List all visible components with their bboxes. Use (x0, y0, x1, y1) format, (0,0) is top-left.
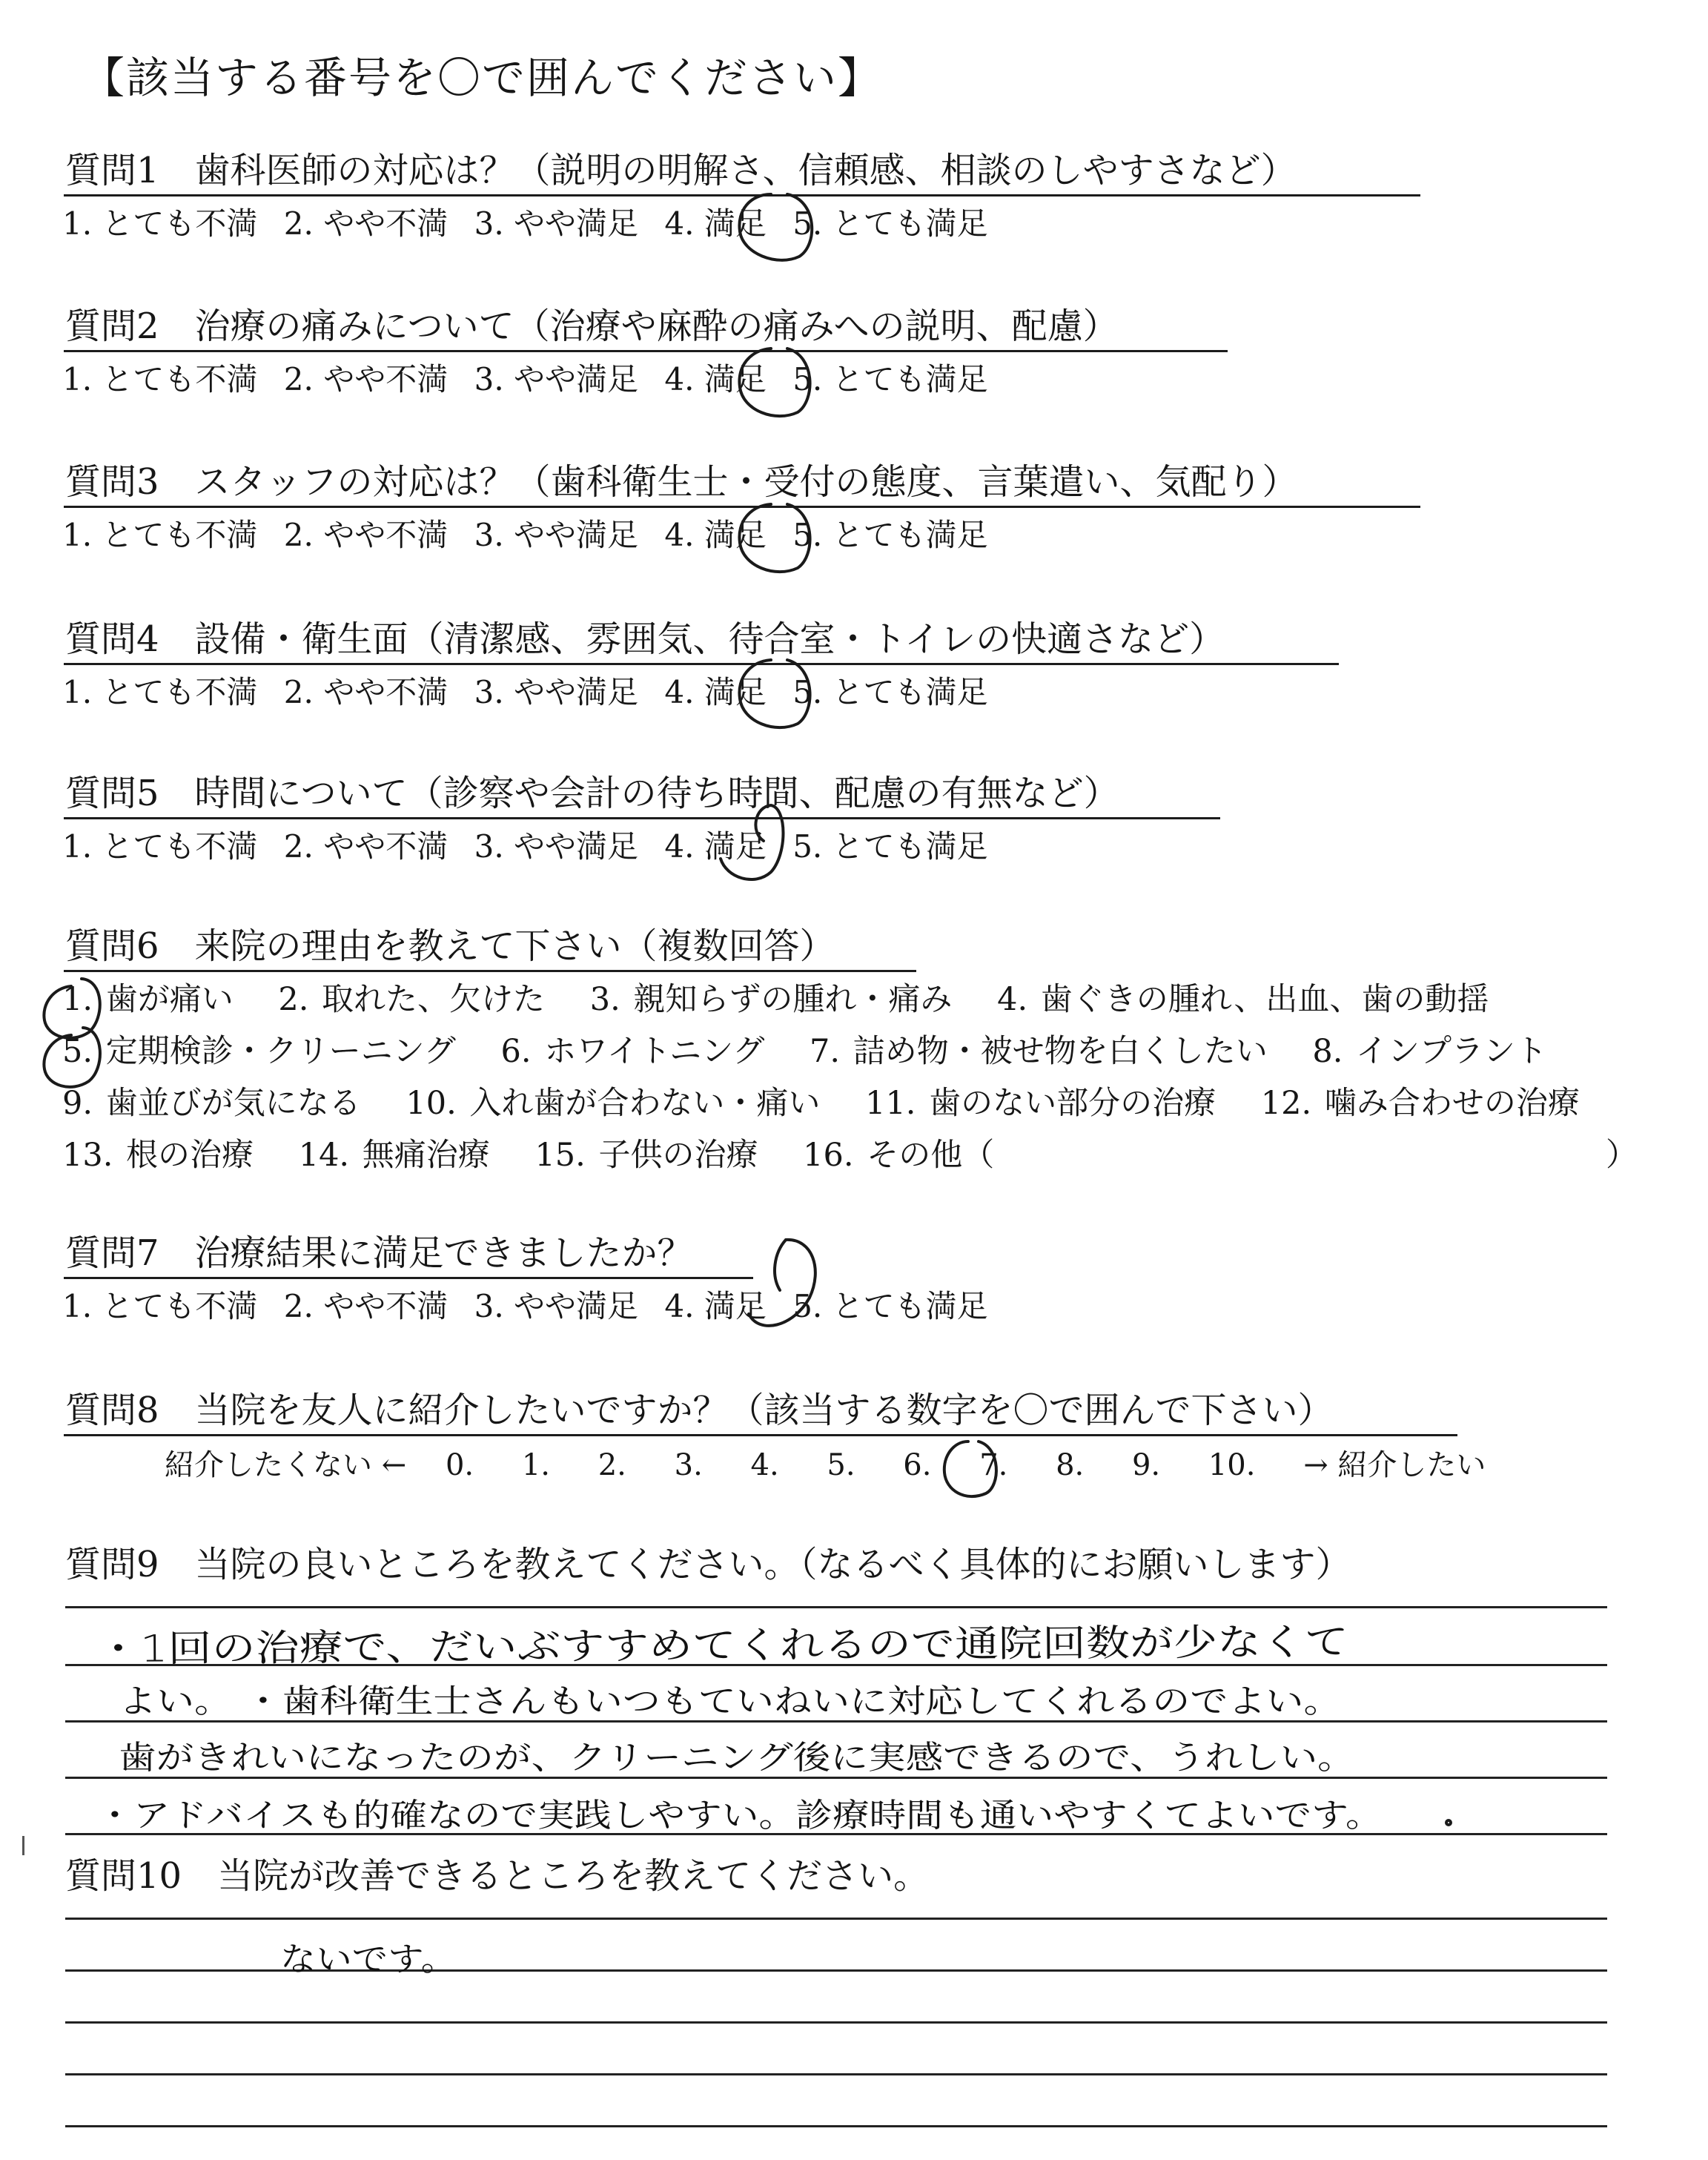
q5-option-2[interactable]: 2. やや不満 (283, 828, 448, 865)
q7-option-3[interactable]: 3. やや満足 (474, 1288, 639, 1324)
q9-ink-dot (1446, 1820, 1451, 1825)
q8-value-0[interactable]: 0. (445, 1448, 474, 1482)
q4-option-3[interactable]: 3. やや満足 (474, 674, 639, 710)
q3-option-2[interactable]: 2. やや不満 (283, 517, 448, 553)
q1-option-3[interactable]: 3. やや満足 (474, 205, 639, 242)
q6-row-3[interactable]: 9. 歯並びが気になる 10. 入れ歯が合わない・痛い 11. 歯のない部分の治療 12. 噛み合わせの治療 (62, 1085, 1580, 1122)
q7-title: 質問7 治療結果に満足できましたか？ (65, 1232, 693, 1274)
q8-value-3[interactable]: 3. (674, 1448, 703, 1482)
q2-option-2[interactable]: 2. やや不満 (283, 361, 448, 397)
q9-answer-line-1 (65, 1606, 1607, 1608)
q8-value-5[interactable]: 5. (827, 1448, 855, 1482)
q8-value-7[interactable]: 7. (979, 1448, 1008, 1482)
q5-underline (64, 817, 1220, 819)
q4-options (62, 673, 1004, 712)
q3-option-4[interactable]: 4. 満足 (664, 517, 767, 553)
q8-value-9[interactable]: 9. (1131, 1448, 1161, 1482)
q8-value-4[interactable]: 4. (750, 1448, 779, 1482)
q4-option-1[interactable]: 1. とても不満 (62, 674, 258, 710)
q10-answer-line-4 (65, 2073, 1607, 2075)
q1-option-1[interactable]: 1. とても不満 (62, 205, 258, 242)
q5-options (62, 828, 1004, 866)
q5-option-5[interactable]: 5. とても満足 (792, 828, 988, 865)
q9-handwritten-line-4: ・アドバイスも的確なので実践しやすい。診療時間も通いやすくてよいです。 (96, 1797, 1383, 1834)
q8-title: 質問8 当院を友人に紹介したいですか？（該当する数字を〇で囲んで下さい） (65, 1390, 1334, 1431)
q2-option-3[interactable]: 3. やや満足 (474, 361, 639, 397)
margin-mark (22, 1836, 24, 1855)
q5-title: 質問5 時間について（診察や会計の待ち時間、配慮の有無など） (65, 773, 1119, 814)
q4-option-4[interactable]: 4. 満足 (664, 674, 767, 710)
q4-underline (64, 663, 1339, 665)
q6-row-2[interactable]: 5. 定期検診・クリーニング 6. ホワイトニング 7. 詰め物・被せ物を白くしたい 8. インプラント (62, 1033, 1548, 1070)
q10-answer-line-5 (65, 2125, 1607, 2127)
q5-option-3[interactable]: 3. やや満足 (474, 828, 639, 865)
q10-handwritten-line-1: ないです。 (280, 1941, 457, 1978)
q7-underline (64, 1277, 753, 1279)
q1-underline (64, 194, 1420, 196)
q3-option-3[interactable]: 3. やや満足 (474, 517, 639, 553)
q4-option-2[interactable]: 2. やや不満 (283, 674, 448, 710)
q8-underline (64, 1434, 1457, 1436)
q2-title: 質問2 治療の痛みについて（治療や麻酔の痛みへの説明、配慮） (65, 305, 1119, 347)
q3-underline (64, 506, 1420, 508)
q8-scale (165, 1446, 1486, 1484)
q7-options (62, 1287, 1004, 1326)
q2-option-4[interactable]: 4. 満足 (664, 361, 767, 397)
q3-option-5[interactable]: 5. とても満足 (792, 517, 988, 553)
q8-right-label: → 紹介したい (1303, 1448, 1486, 1482)
q2-option-1[interactable]: 1. とても不満 (62, 361, 258, 397)
q3-options (62, 516, 1004, 555)
q1-option-4[interactable]: 4. 満足 (664, 205, 767, 242)
q9-title: 質問9 当院の良いところを教えてください。（なるべく具体的にお願いします） (65, 1544, 1351, 1585)
q7-option-4[interactable]: 4. 満足 (664, 1288, 767, 1324)
q1-option-5[interactable]: 5. とても満足 (792, 205, 988, 242)
page-title: 【該当する番号を〇で囲んでください】 (82, 53, 883, 103)
q10-title: 質問10 当院が改善できるところを教えてください。 (65, 1855, 930, 1897)
q1-options (62, 205, 1004, 243)
q4-option-5[interactable]: 5. とても満足 (792, 674, 988, 710)
q5-option-1[interactable]: 1. とても不満 (62, 828, 258, 865)
q6-row-1[interactable]: 1. 歯が痛い 2. 取れた、欠けた 3. 親知らずの腫れ・痛み 4. 歯ぐきの腫れ、出血、歯の動揺 (62, 981, 1489, 1018)
q5-option-4[interactable]: 4. 満足 (664, 828, 767, 865)
q9-handwritten-line-2: よい。 ・歯科衛生士さんもいつもていねいに対応してくれるのでよい。 (119, 1682, 1342, 1720)
q10-answer-line-3 (65, 2021, 1607, 2024)
q8-left-label: 紹介したくない ← (165, 1448, 407, 1482)
q9-handwritten-line-3: 歯がきれいになったのが、クリーニング後に実感できるので、うれしい。 (119, 1739, 1355, 1777)
q2-options (62, 360, 1004, 399)
q7-option-5[interactable]: 5. とても満足 (792, 1288, 988, 1324)
q6-underline (64, 970, 916, 972)
q8-value-1[interactable]: 1. (521, 1448, 551, 1482)
q10-answer-line-1 (65, 1918, 1607, 1920)
q2-underline (64, 350, 1228, 352)
q3-option-1[interactable]: 1. とても不満 (62, 517, 258, 553)
q8-value-6[interactable]: 6. (903, 1448, 932, 1482)
q8-value-2[interactable]: 2. (598, 1448, 626, 1482)
q7-option-1[interactable]: 1. とても不満 (62, 1288, 258, 1324)
q2-option-5[interactable]: 5. とても満足 (792, 361, 988, 397)
q4-title: 質問4 設備・衛生面（清潔感、雰囲気、待合室・トイレの快適さなど） (65, 618, 1225, 660)
q8-value-10[interactable]: 10. (1208, 1448, 1256, 1482)
q3-title: 質問3 スタッフの対応は？（歯科衛生士・受付の態度、言葉遣い、気配り） (65, 461, 1298, 503)
q1-title: 質問1 歯科医師の対応は？（説明の明解さ、信頼感、相談のしやすさなど） (65, 150, 1297, 191)
q9-handwritten-line-1: ・1回の治療で、だいぶすすめてくれるので通院回数が少なくて (96, 1620, 1349, 1671)
q6-row-4[interactable]: 13. 根の治療 14. 無痛治療 15. 子供の治療 16. その他（ (62, 1137, 995, 1174)
q1-option-2[interactable]: 2. やや不満 (283, 205, 448, 242)
q6-title: 質問6 来院の理由を教えて下さい（複数回答） (65, 925, 835, 967)
q8-value-8[interactable]: 8. (1056, 1448, 1085, 1482)
q7-option-2[interactable]: 2. やや不満 (283, 1288, 448, 1324)
q6-other-close: ） (1606, 1137, 1638, 1174)
